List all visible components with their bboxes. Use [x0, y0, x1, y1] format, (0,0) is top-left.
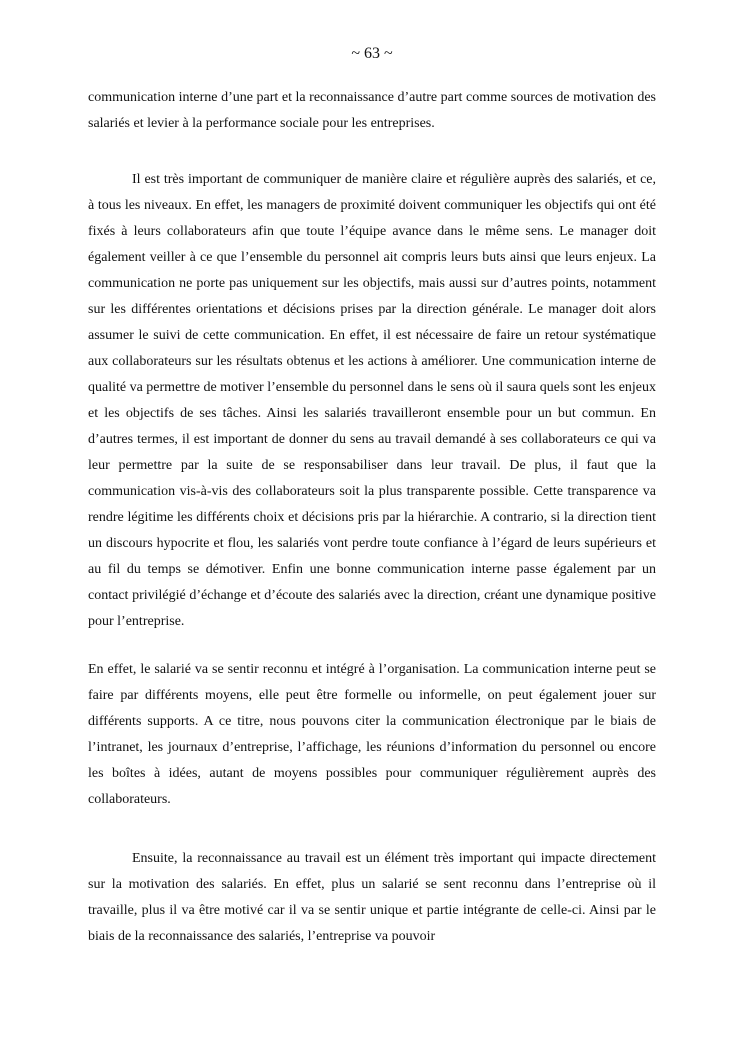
paragraph-continuation: communication interne d’une part et la reconnaissance d’autre part comme sources de motivation des salariés et levier à la performance sociale pour les entreprises. [88, 90, 656, 131]
paragraph-recognition: Ensuite, la reconnaissance au travail est un élément très important qui impacte directement sur la motivation des salariés. En effet, plus un salarié se sent reconnu dans l’entreprise où il travaille, plus il va être motivé car il va se sentir unique et partie intégrante de celle-ci. Ainsi par le biais de la reconnaissance des salariés, l’entreprise va pouvoir [88, 851, 656, 944]
paragraph-internal-communication: Il est très important de communiquer de manière claire et régulière auprès des salariés, et ce, à tous les niveaux. En effet, les managers de proximité doivent communiquer les objectifs qui ont été fixés à leurs collaborateurs afin que toute l’équipe avance dans le même sens. Le manager doit également veiller à ce que l’ensemble du personnel ait compris leurs buts ainsi que leurs enjeux. La communication ne porte pas uniquement sur les objectifs, mais aussi sur d’autres points, notamment sur les différentes orientations et décisions prises par la direction générale. Le manager doit alors assumer le suivi de cette communication. En effet, il est nécessaire de faire un retour systématique aux collaborateurs sur les résultats obtenus et les actions à améliorer. Une communication interne de qualité va permettre de motiver l’ensemble du personnel dans le sens où il saura quels sont les enjeux et les objectifs de ses tâches. Ainsi les salariés travailleront ensemble pour un but commun. En d’autres termes, il est important de donner du sens au travail demandé à ses collaborateurs ce qui va leur permettre par la suite de se responsabiliser dans leur travail. De plus, il faut que la communication vis-à-vis des collaborateurs soit la plus transparente possible. Cette transparence va rendre légitime les différents choix et décisions pris par la hiérarchie. A contrario, si la direction tient un discours hypocrite et flou, les salariés vont perdre toute confiance à l’égard de leurs supérieurs et au fil du temps se démotiver. Enfin une bonne communication interne passe également par un contact privilégié d’échange et d’écoute des salariés avec la direction, créant une dynamique positive pour l’entreprise. [88, 172, 657, 629]
page-number: ~ 63 ~ [351, 45, 393, 62]
paragraph-communication-means: En effet, le salarié va se sentir reconnu et intégré à l’organisation. La communication interne peut se faire par différents moyens, elle peut être formelle ou informelle, on peut également jouer sur différents supports. A ce titre, nous pouvons citer la communication électronique par le biais de l’intranet, les journaux d’entreprise, l’affichage, les réunions d’information du personnel ou encore les boîtes à idées, autant de moyens possibles pour communiquer régulièrement auprès des collaborateurs. [88, 662, 656, 807]
